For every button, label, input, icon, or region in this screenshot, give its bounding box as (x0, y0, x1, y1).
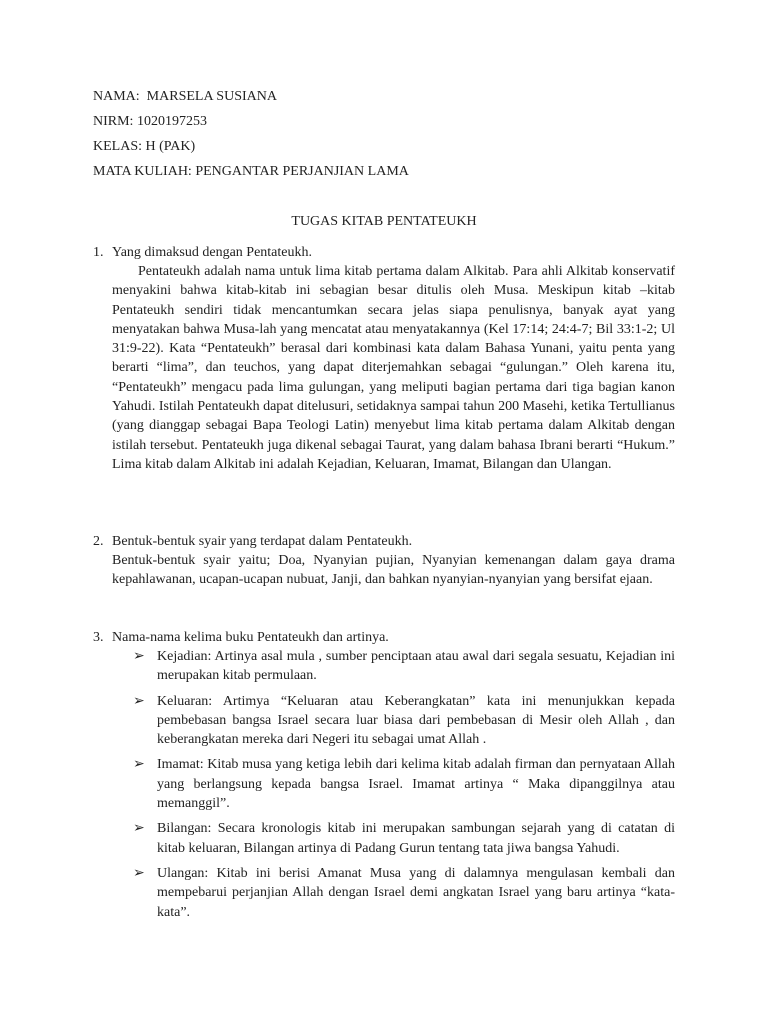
section-heading (93, 628, 675, 647)
section-2 (93, 532, 675, 590)
section-number: 3. (93, 630, 104, 645)
list-item-text: Kejadian: Artinya asal mula , sumber penciptaan atau awal dari segala sesuatu, Kejadian ini merupakan kitab permulaan. (157, 649, 675, 684)
section-3 (93, 628, 675, 928)
list-item (133, 819, 675, 858)
student-header (93, 88, 693, 188)
list-item (133, 692, 675, 750)
section-heading (93, 243, 675, 262)
list-item (133, 755, 675, 813)
list-item-text: Imamat: Kitab musa yang ketiga lebih dari kelima kitab adalah firman dan pernyataan Allah yang berlangsung kepada bangsa Israel. Imamat artinya “ Maka dipanggilnya atau memanggil”. (157, 757, 675, 812)
list-item (133, 864, 675, 922)
list-item (133, 647, 675, 686)
student-nirm: NIRM: 1020197253 (93, 114, 207, 129)
student-name: NAMA: MARSELA SUSIANA (93, 89, 277, 104)
section-number: 1. (93, 245, 104, 260)
arrow-bullet-icon: ➢ (133, 820, 145, 837)
list-item-text: Bilangan: Secara kronologis kitab ini merupakan sambungan sejarah yang di catatan di kitab keluaran, Bilangan artinya di Padang Gurun tentang tata jiwa bangsa Yahudi. (157, 821, 675, 856)
document-title: TUGAS KITAB PENTATEUKH (291, 214, 477, 229)
section-body: Pentateukh adalah nama untuk lima kitab pertama dalam Alkitab. Para ahli Alkitab konservatif menyakini bahwa kitab-kitab ini sebagian besar ditulis oleh Musa. Meskipun kitab –kitab Pentateukh sendiri tidak mencantumkan secara jelas siapa penulisnya, banyak ayat yang menyatakan bahwa Musa-lah yang mencatat atau menyatakannya (Kel 17:14; 24:4-7; Bil 33:1-2; Ul 31:9-22). Kata “Pentateukh” berasal dari kombinasi kata dalam Bahasa Yunani, yaitu penta yang berarti “lima”, dan teuchos, yang dapat diterjemahkan sebagai “gulungan.” Oleh karena itu, “Pentateukh” mengacu pada lima gulungan, yang meliputi bagian pertama dari tiga bagian kanon Yahudi. Istilah Pentateukh dapat ditelusuri, setidaknya sampai tahun 200 Masehi, ketika Tertullianus (yang dianggap sebagai Bapa Teologi Latin) menyebut lima kitab pertama dalam Alkitab dengan istilah tersebut. Pentateukh juga dikenal sebagai Taurat, yang dalam bahasa Ibrani berarti “Hukum.” Lima kitab dalam Alkitab ini adalah Kejadian, Keluaran, Imamat, Bilangan dan Ulangan. (112, 264, 675, 472)
section-heading-text: Nama-nama kelima buku Pentateukh dan artinya. (112, 630, 389, 645)
section-body: Bentuk-bentuk syair yaitu; Doa, Nyanyian pujian, Nyanyian kemenangan dalam gaya drama kepahlawanan, ucapan-ucapan nubuat, Janji, dan bahkan nyanyian-nyanyian yang bersifat ejaan. (112, 553, 675, 588)
course-name: MATA KULIAH: PENGANTAR PERJANJIAN LAMA (93, 164, 409, 179)
section-heading-text: Yang dimaksud dengan Pentateukh. (112, 245, 312, 260)
list-item-text: Ulangan: Kitab ini berisi Amanat Musa yang di dalamnya mengulasan kembali dan mempebarui perjanjian Allah dengan Israel demi angkatan Israel yang baru artinya “kata-kata”. (157, 865, 675, 920)
arrow-bullet-icon: ➢ (133, 692, 145, 709)
arrow-bullet-icon: ➢ (133, 756, 145, 773)
section-1 (93, 243, 675, 474)
student-class: KELAS: H (PAK) (93, 139, 196, 154)
section-heading (93, 532, 675, 551)
arrow-bullet-icon: ➢ (133, 648, 145, 664)
section-number: 2. (93, 534, 104, 549)
list-item-text: Keluaran: Artimya “Keluaran atau Keberangkatan” kata ini menunjukkan kepada pembebasan bangsa Israel secara luar biasa dari pembebasan di Mesir oleh Allah , dan keberangkatan mereka dari Negeri itu sebagai umat Allah . (157, 693, 675, 748)
section-heading-text: Bentuk-bentuk syair yang terdapat dalam Pentateukh. (112, 534, 413, 549)
book-list (93, 647, 675, 922)
arrow-bullet-icon: ➢ (133, 864, 145, 881)
